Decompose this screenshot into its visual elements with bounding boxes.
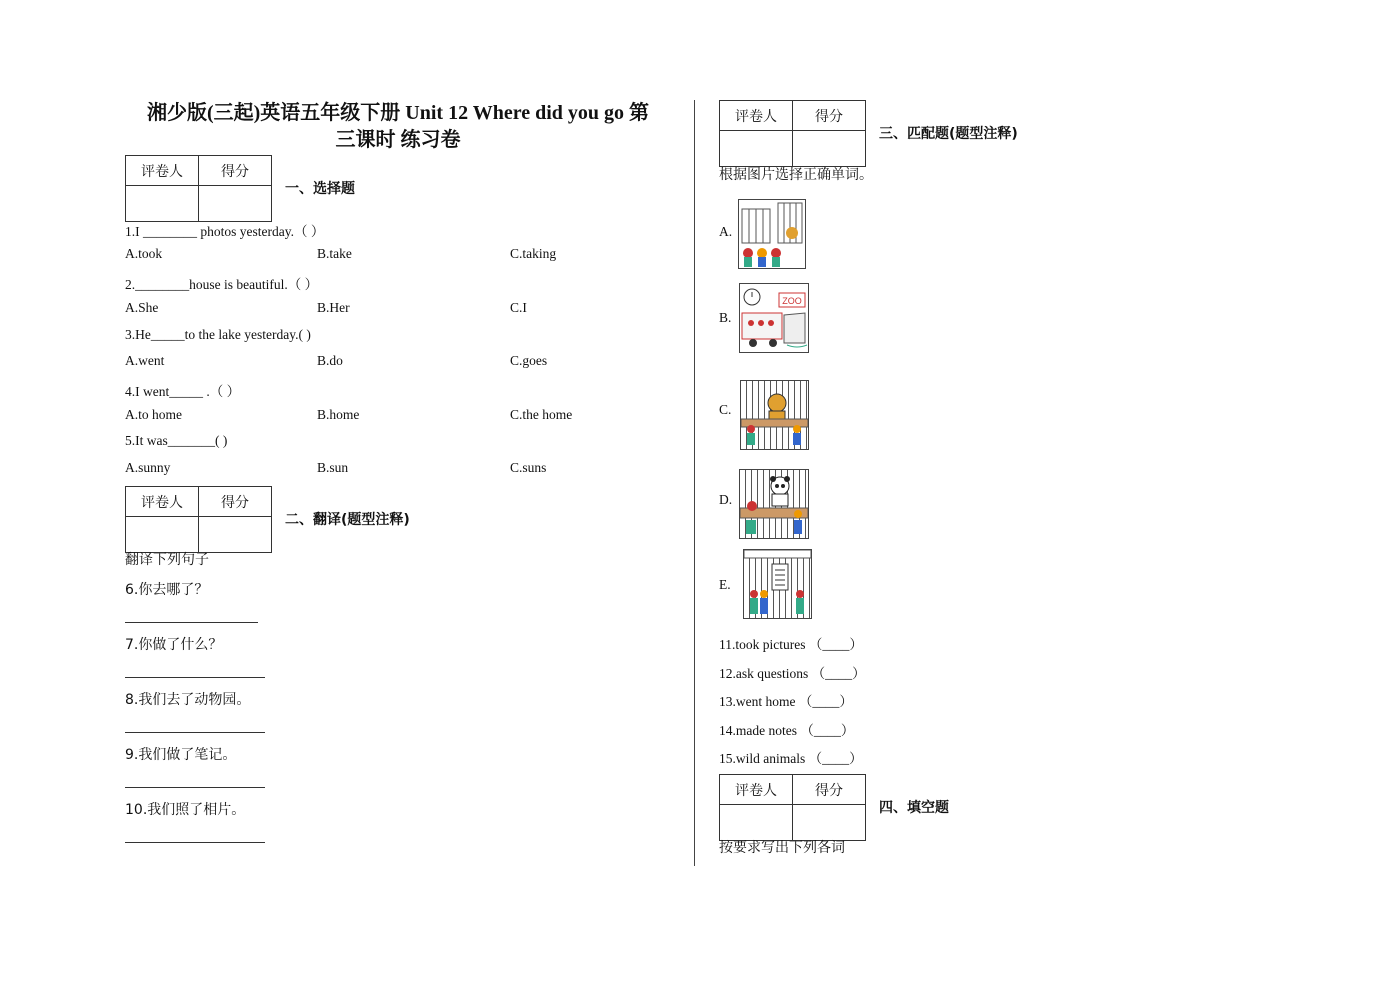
match-item: 15.wild animals （____） <box>719 751 863 766</box>
match-item: 12.ask questions （____） <box>719 666 866 681</box>
option-a: A.took <box>125 246 163 261</box>
section-title: 三、匹配题(题型注释) <box>879 126 1018 142</box>
reviewer-label: 评卷人 <box>720 775 793 805</box>
picture-label: C. <box>719 402 732 417</box>
page-title: 湘少版(三起)英语五年级下册 Unit 12 Where did you go 第 三课时 练习卷 <box>146 102 650 151</box>
score-box <box>125 486 272 553</box>
picture-label: E. <box>719 577 731 592</box>
question-stem: 4.I went_____ .（ ） <box>125 384 241 399</box>
question-stem: 5.It was_______( ) <box>125 433 228 448</box>
answer-line[interactable] <box>125 787 265 788</box>
zoo-sign-text: ZOO <box>782 296 802 306</box>
score-label: 得分 <box>793 101 866 131</box>
option-b: B.home <box>317 407 360 422</box>
reviewer-label: 评卷人 <box>126 487 199 517</box>
picture-label: B. <box>719 310 732 325</box>
option-c: C.the home <box>510 407 573 422</box>
question-stem: 3.He_____to the lake yesterday.( ) <box>125 327 311 342</box>
zoo-cage-icon <box>738 199 806 267</box>
option-a: A.sunny <box>125 460 171 475</box>
match-item: 13.went home （____） <box>719 694 853 709</box>
tiger-cage-icon <box>740 380 809 450</box>
instruction: 翻译下列句子 <box>125 552 209 568</box>
match-item: 14.made notes （____） <box>719 723 855 738</box>
picture-label: D. <box>719 492 733 507</box>
panda-cage-icon <box>739 469 809 539</box>
option-c: C.goes <box>510 353 548 368</box>
question-stem: 2.________house is beautiful.（ ） <box>125 277 319 292</box>
reviewer-label: 评卷人 <box>126 156 199 186</box>
section-title: 二、翻译(题型注释) <box>285 512 410 528</box>
answer-line[interactable] <box>125 677 265 678</box>
instruction: 按要求写出下列各词 <box>719 840 845 856</box>
answer-line[interactable] <box>125 622 258 623</box>
translate-item: 6.你去哪了？ <box>125 582 209 598</box>
option-c: C.taking <box>510 246 557 261</box>
score-box <box>719 100 866 167</box>
score-label: 得分 <box>199 487 272 517</box>
score-label: 得分 <box>199 156 272 186</box>
option-a: A.went <box>125 353 165 368</box>
option-a: A.She <box>125 300 159 315</box>
bus-zoo-icon <box>739 283 807 351</box>
section-title: 四、填空题 <box>879 800 949 816</box>
question-stem: 1.I ________ photos yesterday.（ ） <box>125 224 325 239</box>
reviewer-label: 评卷人 <box>720 101 793 131</box>
option-c: C.I <box>510 300 527 315</box>
translate-item: 7.你做了什么？ <box>125 637 223 653</box>
translate-item: 9.我们做了笔记。 <box>125 747 237 763</box>
score-label: 得分 <box>793 775 866 805</box>
option-b: B.do <box>317 353 343 368</box>
picture-label: A. <box>719 224 733 239</box>
score-box <box>719 774 866 841</box>
option-c: C.suns <box>510 460 547 475</box>
match-item: 11.took pictures （____） <box>719 637 863 652</box>
translate-item: 10.我们照了相片。 <box>125 802 246 818</box>
option-b: B.sun <box>317 460 349 475</box>
column-divider <box>694 100 695 866</box>
sign-cage-icon <box>743 549 812 619</box>
option-a: A.to home <box>125 407 182 422</box>
answer-line[interactable] <box>125 842 265 843</box>
section-title: 一、选择题 <box>285 181 355 197</box>
score-box <box>125 155 272 222</box>
option-b: B.take <box>317 246 352 261</box>
option-b: B.Her <box>317 300 350 315</box>
instruction: 根据图片选择正确单词。 <box>719 167 873 183</box>
answer-line[interactable] <box>125 732 265 733</box>
translate-item: 8.我们去了动物园。 <box>125 692 251 708</box>
